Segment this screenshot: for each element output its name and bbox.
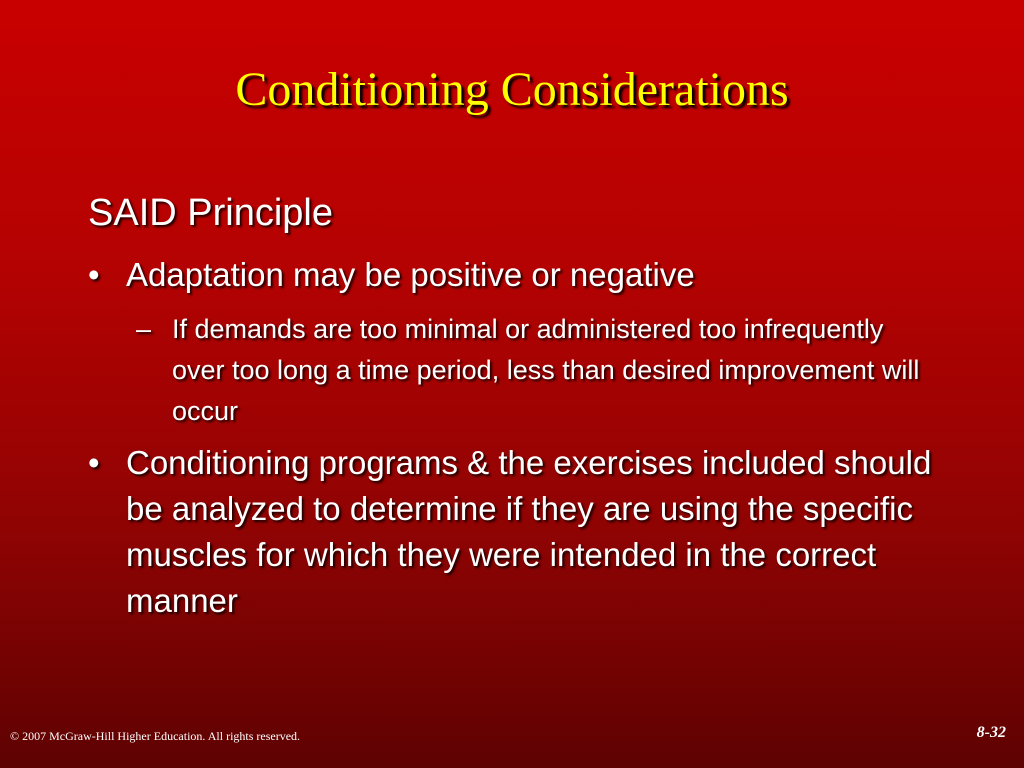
bullet-text: Adaptation may be positive or negative — [126, 256, 695, 293]
copyright-footer: © 2007 McGraw-Hill Higher Education. All rights reserved. — [10, 729, 301, 743]
sub-bullet-text: If demands are too minimal or administered too infrequently over too long a time period, less than desired improvement will occur — [172, 314, 920, 426]
bullet-marker: • — [88, 444, 100, 481]
bullet-marker: • — [88, 256, 100, 293]
section-heading: SAID Principle — [88, 192, 333, 234]
slide-title: Conditioning Considerations — [235, 63, 789, 116]
bullet-text: Conditioning programs & the exercises included should be analyzed to determine if they are using the specific muscles for which they were intended in the correct manner — [126, 444, 932, 619]
dash-marker: – — [136, 314, 152, 344]
sub-bullet-item — [136, 309, 936, 432]
bullet-item — [88, 252, 968, 298]
bullet-item — [88, 440, 968, 624]
page-number: 8-32 — [976, 724, 1006, 741]
